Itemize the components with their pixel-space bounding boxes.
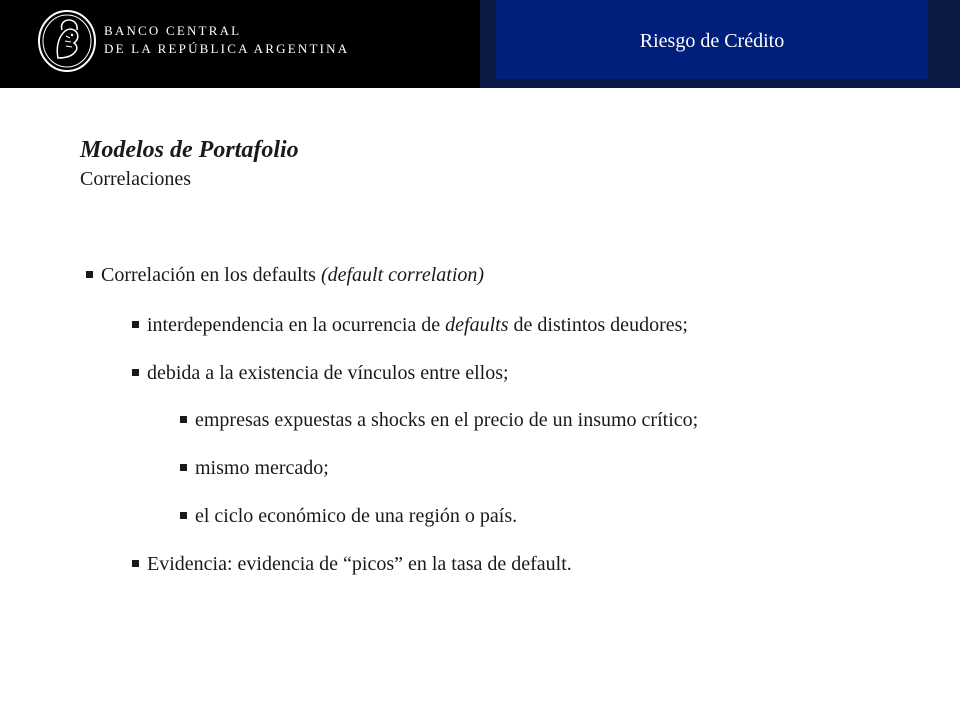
bullet-emphasis: defaults <box>445 314 509 336</box>
bullet-level2 <box>132 551 572 577</box>
bullet-level1 <box>86 262 484 288</box>
section-title: Riesgo de Crédito <box>639 30 785 52</box>
section-tab <box>496 0 928 79</box>
square-bullet-icon <box>180 464 187 471</box>
bullet-level3 <box>180 503 517 529</box>
bank-seal-icon <box>36 8 98 74</box>
bullet-text: Evidencia: evidencia de “picos” en la tasa de default. <box>147 553 572 575</box>
bullet-text: el ciclo económico de una región o país. <box>195 505 518 527</box>
square-bullet-icon <box>86 271 93 278</box>
bullet-text: de distintos deudores; <box>508 314 688 336</box>
bullet-text: Correlación en los defaults <box>101 264 321 286</box>
square-bullet-icon <box>180 512 187 519</box>
square-bullet-icon <box>180 416 187 423</box>
header-bar <box>0 0 960 88</box>
slide-heading <box>80 134 940 192</box>
bank-name-line1: BANCO CENTRAL <box>104 23 242 38</box>
square-bullet-icon <box>132 321 139 328</box>
bullet-text: interdependencia en la ocurrencia de <box>147 314 446 336</box>
slide-title: Modelos de Portafolio <box>80 137 299 163</box>
logo-block <box>0 0 480 88</box>
bullet-text: empresas expuestas a shocks en el precio de un insumo crítico; <box>195 409 699 431</box>
bank-name-line2: DE LA REPÚBLICA ARGENTINA <box>104 41 350 56</box>
bullet-level2 <box>132 312 688 338</box>
bank-name <box>104 22 349 58</box>
bullet-level2 <box>132 360 509 386</box>
bullet-emphasis: (default correlation) <box>320 264 485 286</box>
bullet-text: mismo mercado; <box>195 457 329 479</box>
slide-subtitle: Correlaciones <box>80 168 192 190</box>
bullet-text: debida a la existencia de vínculos entre ellos; <box>147 362 509 384</box>
square-bullet-icon <box>132 369 139 376</box>
bullet-level3 <box>180 407 698 433</box>
bullet-level3 <box>180 455 329 481</box>
square-bullet-icon <box>132 560 139 567</box>
